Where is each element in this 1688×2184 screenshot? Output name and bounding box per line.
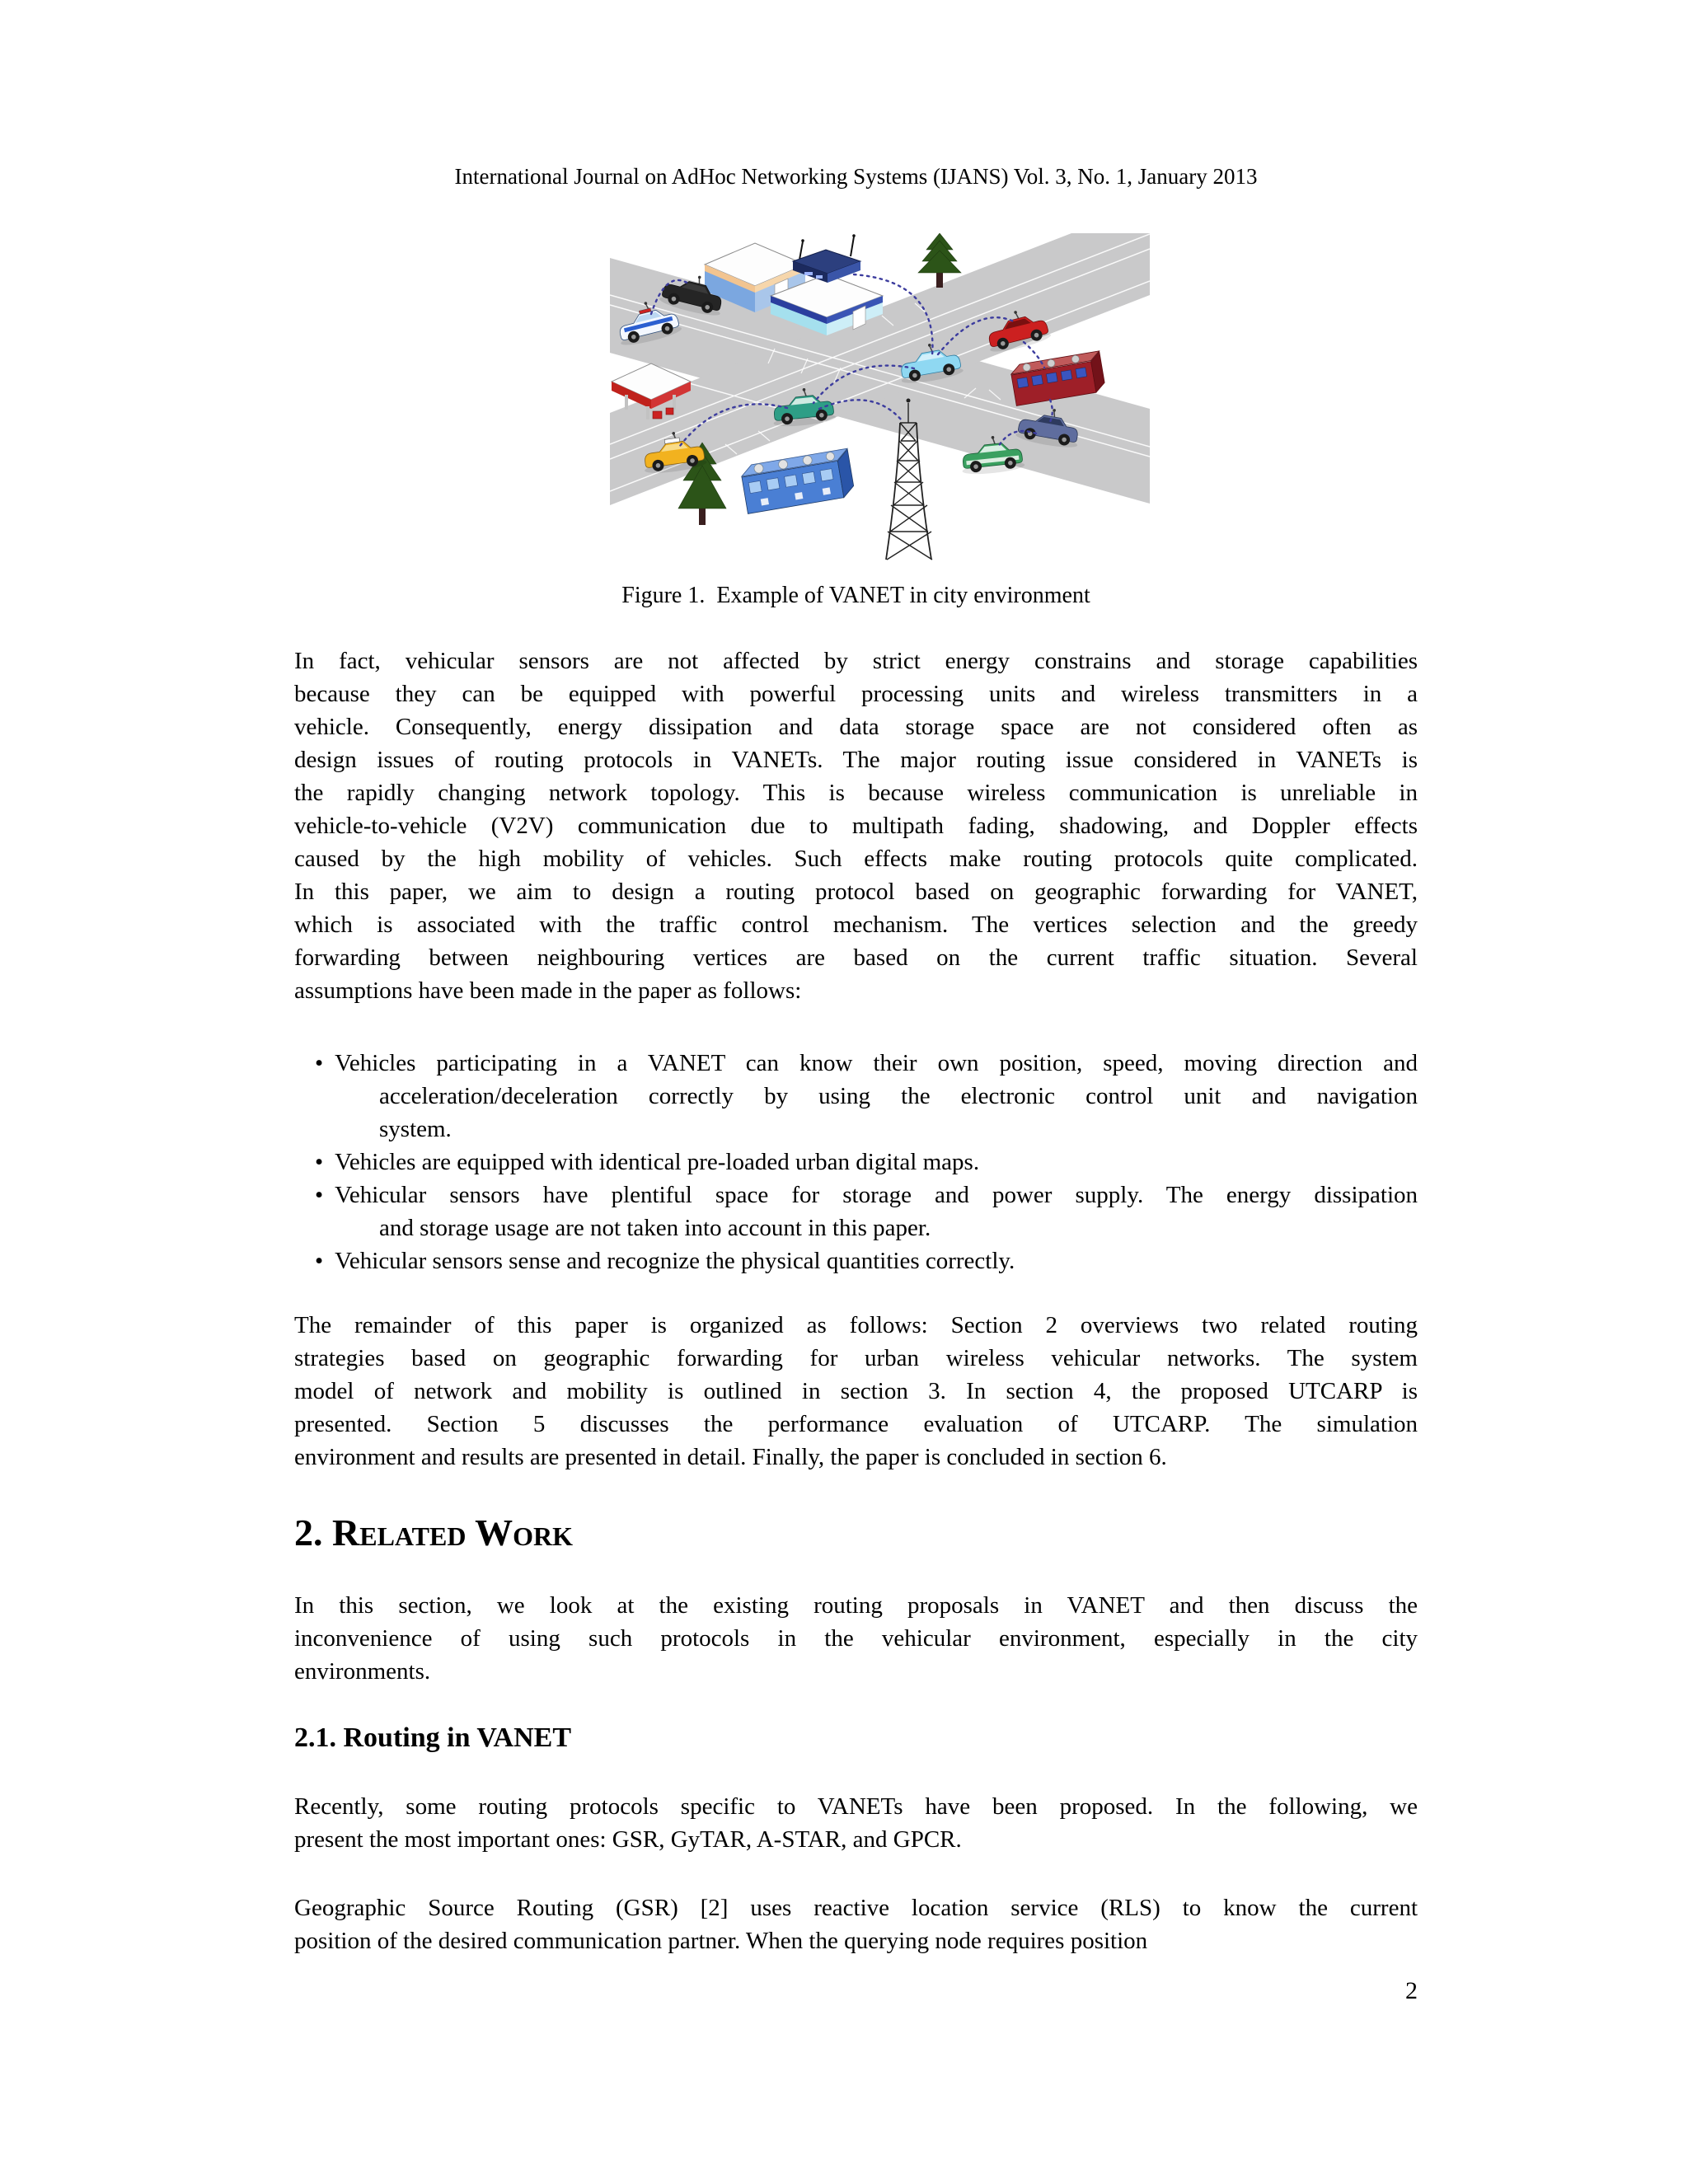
text-line: vehicle-to-vehicle (V2V) communication due to multipath fading, shadowing, and Doppler effects — [294, 813, 1418, 839]
paragraph-outline — [294, 1309, 1418, 1474]
journal-header: International Journal on AdHoc Networking Systems (IJANS) Vol. 3, No. 1, January 2013 — [454, 164, 1258, 189]
figure-caption: Figure 1. Example of VANET in city environment — [621, 583, 1090, 608]
text-line: assumptions have been made in the paper as follows: — [294, 977, 802, 1004]
assumptions-list — [294, 1047, 1418, 1277]
blue-bus — [740, 448, 856, 513]
text-line: which is associated with the traffic control mechanism. The vertices selection and the greedy — [294, 912, 1418, 938]
text-line: In this section, we look at the existing routing proposals in VANET and then discuss the — [294, 1592, 1418, 1619]
paragraph-routing-protocols — [294, 1790, 1418, 1856]
paragraph-intro — [294, 644, 1418, 1007]
text-line: In this paper, we aim to design a routing protocol based on geographic forwarding for VANET, — [294, 879, 1418, 905]
section-heading-related-work: 2. Related Work — [294, 1511, 573, 1554]
bullet-item-line: • Vehicular sensors sense and recognize the physical quantities correctly. — [294, 1244, 1418, 1277]
text-line: caused by the high mobility of vehicles. Such effects make routing protocols quite complicated. — [294, 846, 1418, 872]
text-line: strategies based on geographic forwarding for urban wireless vehicular networks. The system — [294, 1345, 1418, 1371]
text-line: because they can be equipped with powerful processing units and wireless transmitters in a — [294, 681, 1418, 707]
text-line: vehicle. Consequently, energy dissipation and data storage space are not considered often as — [294, 714, 1418, 740]
text-line: inconvenience of using such protocols in the vehicular environment, especially in the city — [294, 1625, 1418, 1652]
figure-1-vanet-illustration — [610, 233, 1150, 563]
paragraph-section2-intro — [294, 1589, 1418, 1688]
bullet-item-line: • Vehicles participating in a VANET can know their own position, speed, moving direction and — [294, 1047, 1418, 1080]
figure-1 — [610, 233, 1150, 563]
text-line: forwarding between neighbouring vertices are based on the current traffic situation. Several — [294, 944, 1418, 971]
paragraph-gsr — [294, 1891, 1418, 1957]
text-line: the rapidly changing network topology. This is because wireless communication is unreliable in — [294, 780, 1418, 806]
bullet-continuation-line: and storage usage are not taken into account in this paper. — [379, 1215, 931, 1241]
text-line: position of the desired communication partner. When the querying node requires position — [294, 1928, 1148, 1954]
text-line: environment and results are presented in detail. Finally, the paper is concluded in section 6. — [294, 1444, 1167, 1470]
bullet-item-line: • Vehicles are equipped with identical pre-loaded urban digital maps. — [294, 1146, 1418, 1179]
page-content — [294, 0, 1418, 2008]
page-number: 2 — [1405, 1977, 1418, 2004]
text-line: present the most important ones: GSR, GyTAR, A-STAR, and GPCR. — [294, 1826, 962, 1853]
text-line: In fact, vehicular sensors are not affected by strict energy constrains and storage capabilities — [294, 648, 1418, 674]
bullet-item-line: • Vehicular sensors have plentiful space for storage and power supply. The energy dissipation — [294, 1179, 1418, 1212]
text-line: Recently, some routing protocols specific to VANETs have been proposed. In the following, we — [294, 1793, 1418, 1820]
text-line: environments. — [294, 1658, 431, 1685]
subsection-heading-routing-in-vanet: 2.1. Routing in VANET — [294, 1722, 572, 1753]
text-line: Geographic Source Routing (GSR) [2] uses reactive location service (RLS) to know the current — [294, 1895, 1418, 1921]
text-line: model of network and mobility is outlined in section 3. In section 4, the proposed UTCARP is — [294, 1378, 1418, 1404]
text-line: The remainder of this paper is organized as follows: Section 2 overviews two related routing — [294, 1312, 1418, 1338]
text-line: design issues of routing protocols in VANETs. The major routing issue considered in VANETs is — [294, 747, 1418, 773]
bullet-continuation-line: acceleration/deceleration correctly by using the electronic control unit and navigation — [379, 1083, 1418, 1109]
text-line: presented. Section 5 discusses the performance evaluation of UTCARP. The simulation — [294, 1411, 1418, 1437]
bullet-continuation-line: system. — [379, 1116, 452, 1142]
